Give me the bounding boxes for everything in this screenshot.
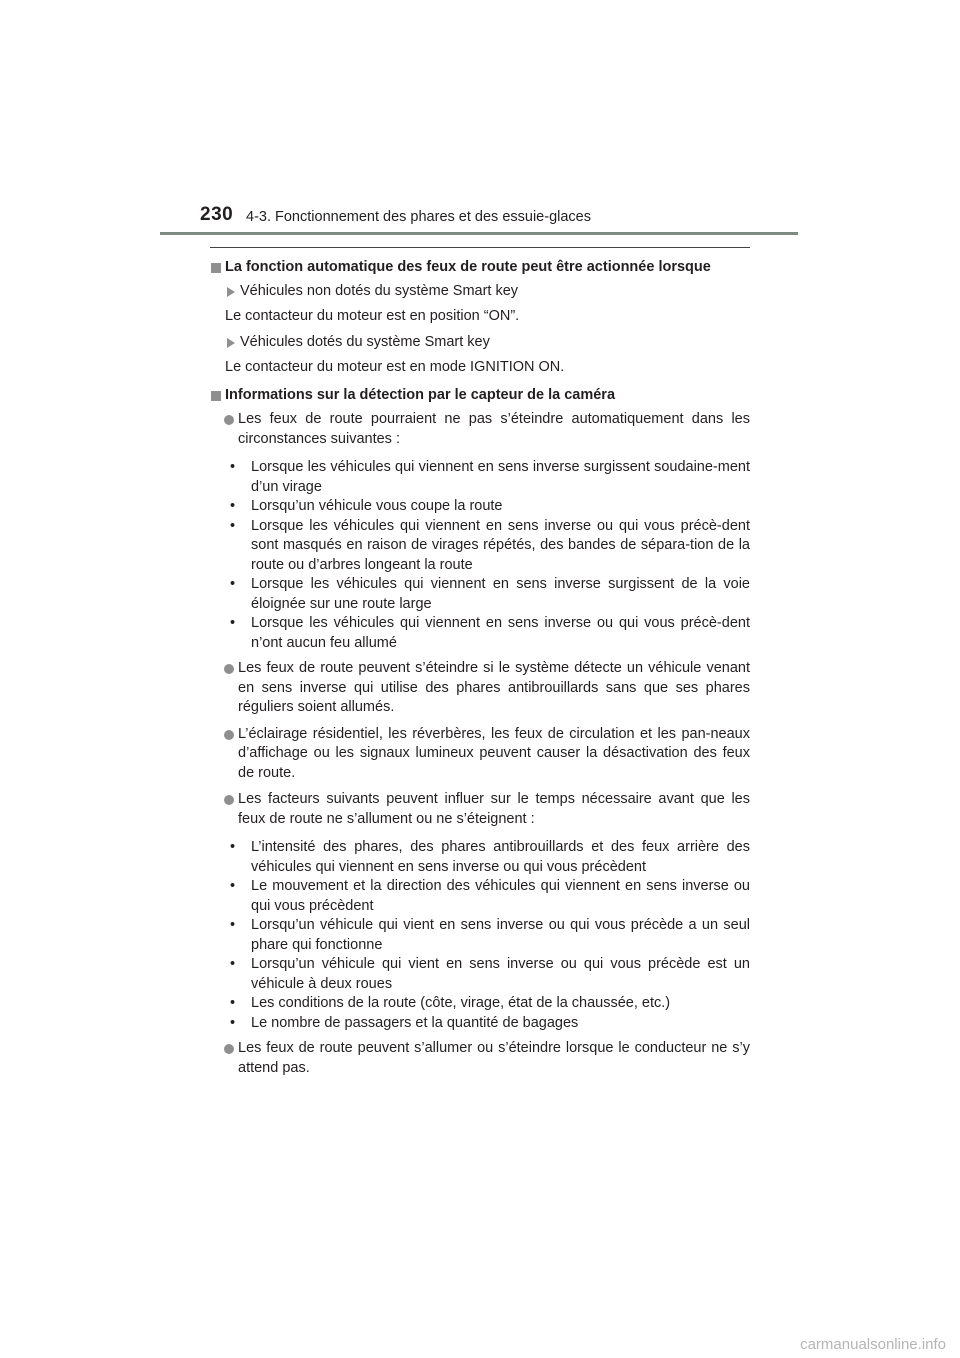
dot-marker: • xyxy=(230,498,236,514)
sub-list-item: • Lorsqu’un véhicule qui vient en sens inverse ou qui vous précède est un véhicule à deux roues xyxy=(230,956,750,992)
bullet-item: Les facteurs suivants peuvent influer sur le temps nécessaire avant que les feux de route ne s’allument ou ne s’éteignent : xyxy=(210,790,750,829)
circle-bullet-icon xyxy=(224,1044,234,1054)
heading-text: Informations sur la détection par le capteur de la caméra xyxy=(225,386,616,403)
dot-marker: • xyxy=(230,995,236,1011)
triangle-icon xyxy=(227,287,235,297)
circle-bullet-icon xyxy=(224,730,234,740)
dot-marker: • xyxy=(230,1014,236,1031)
page-header xyxy=(0,0,960,240)
section-title: 4-3. Fonctionnement des phares et des essuie-glaces xyxy=(246,209,591,225)
section-heading xyxy=(210,386,750,406)
page-content xyxy=(210,258,750,1085)
sub-list-item: • Le nombre de passagers et la quantité de bagages xyxy=(210,1014,750,1034)
heading-text: La fonction automatique des feux de route peut être actionnée lorsque xyxy=(225,259,711,275)
vehicle-type-label: Véhicules non dotés du système Smart key xyxy=(210,282,750,302)
bullet-item: Les feux de route peuvent s’allumer ou s’éteindre lorsque le conducteur ne s’y attend pas. xyxy=(210,1039,750,1078)
dot-marker: • xyxy=(230,878,236,894)
section-heading xyxy=(210,258,750,278)
header-rule xyxy=(160,232,798,235)
dot-marker: • xyxy=(230,517,236,534)
bullet-item: Les feux de route peuvent s’éteindre si le système détecte un véhicule venant en sens inverse qui utilise des phares antibrouillards sans que ses phares réguliers soient allumés. xyxy=(210,659,750,718)
circle-bullet-icon xyxy=(224,795,234,805)
sub-list-item: • Lorsque les véhicules qui viennent en sens inverse surgissent de la voie éloignée sur une route large xyxy=(230,576,750,612)
dot-marker: • xyxy=(230,576,236,592)
bullet-item: L’éclairage résidentiel, les réverbères, les feux de circulation et les pan-neaux d’affichage ou les signaux lumineux peuvent causer la désactivation des feux de route. xyxy=(210,725,750,784)
dot-marker: • xyxy=(230,459,236,475)
square-bullet-icon xyxy=(211,391,221,401)
dot-marker: • xyxy=(230,615,236,631)
sub-list-item: • Lorsque les véhicules qui viennent en sens inverse ou qui vous précè-dent sont masqués en raison de virages répétés, des bandes de sépara-tion de la route ou d’arbres longeant la route xyxy=(230,517,750,573)
page-number: 230 xyxy=(200,204,234,225)
dot-marker: • xyxy=(230,956,236,972)
sub-list xyxy=(210,458,750,653)
triangle-icon xyxy=(227,338,235,348)
sub-list xyxy=(210,838,750,1033)
content-divider xyxy=(210,247,750,248)
bullet-item: Les feux de route pourraient ne pas s’éteindre automatiquement dans les circonstances suivantes : xyxy=(210,410,750,449)
vehicle-type-label: Véhicules dotés du système Smart key xyxy=(210,333,750,353)
paragraph: Le contacteur du moteur est en position “ON”. xyxy=(225,308,520,324)
sub-list-item: • Lorsqu’un véhicule vous coupe la route xyxy=(210,497,750,517)
square-bullet-icon xyxy=(211,263,221,273)
sub-list-item: • Le mouvement et la direction des véhicules qui viennent en sens inverse ou qui vous précèdent xyxy=(230,878,750,914)
paragraph: Le contacteur du moteur est en mode IGNITION ON. xyxy=(225,359,565,375)
circle-bullet-icon xyxy=(224,415,234,425)
dot-marker: • xyxy=(230,839,236,855)
sub-list-item: • Lorsqu’un véhicule qui vient en sens inverse ou qui vous précède a un seul phare qui fonctionne xyxy=(230,917,750,953)
dot-marker: • xyxy=(230,917,236,933)
sub-list-item: • Lorsque les véhicules qui viennent en sens inverse surgissent soudaine-ment d’un virage xyxy=(230,459,750,495)
circle-bullet-icon xyxy=(224,664,234,674)
watermark: carmanualsonline.info xyxy=(800,1336,946,1353)
sub-list-item: • Lorsque les véhicules qui viennent en sens inverse ou qui vous précè-dent n’ont aucun feu allumé xyxy=(230,615,750,651)
sub-list-item: • Les conditions de la route (côte, virage, état de la chaussée, etc.) xyxy=(210,994,750,1014)
sub-list-item: • L’intensité des phares, des phares antibrouillards et des feux arrière des véhicules qui viennent en sens inverse ou qui vous précèdent xyxy=(230,839,750,875)
